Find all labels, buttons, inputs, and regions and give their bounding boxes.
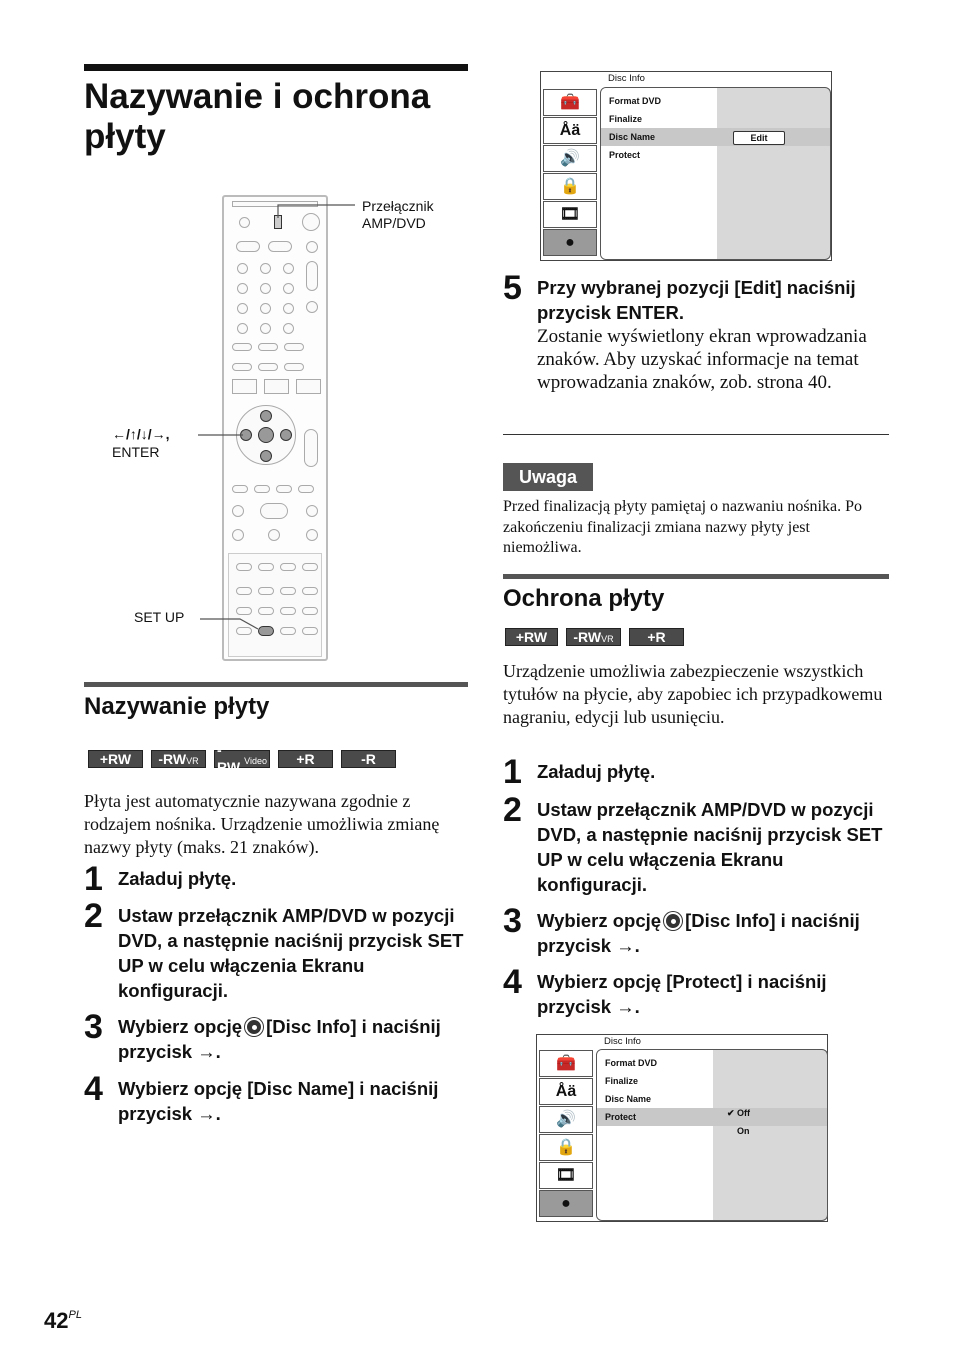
page-number bbox=[44, 1302, 82, 1334]
language-icon[interactable]: Åä bbox=[543, 117, 597, 144]
note-label: Uwaga bbox=[503, 463, 593, 491]
speaker-icon[interactable]: 🔊 bbox=[539, 1106, 593, 1133]
film-icon[interactable]: 🎞 bbox=[543, 201, 597, 228]
film-icon[interactable]: 🎞 bbox=[539, 1162, 593, 1189]
step-text: Wybierz opcję [Disc Name] i naciśnij przycisk →. bbox=[118, 1078, 439, 1124]
step-number: 3 bbox=[84, 1008, 103, 1046]
divider bbox=[503, 434, 889, 435]
note-text: Przed finalizacją płyty pamiętaj o nazwaniu nośnika. Po zakończeniu finalizacji zmiana nazwy płyty jest niemożliwa. bbox=[503, 498, 862, 556]
step-3 bbox=[84, 1008, 468, 1064]
badge-text: -RW bbox=[573, 628, 602, 645]
lock-icon[interactable]: 🔒 bbox=[539, 1134, 593, 1161]
badge bbox=[214, 742, 270, 775]
step-text: Przy wybranej pozycji [Edit] naciśnij przycisk ENTER. bbox=[537, 277, 856, 323]
step-text bbox=[118, 1014, 468, 1064]
intro-text-2: Urządzenie umożliwia zabezpieczenie wszystkich tytułów na płycie, aby zapobiec ich przypadkowemu nagraniu, edycji lub usunięciu. bbox=[503, 661, 883, 727]
step-text: Wybierz opcję [Protect] i naciśnij przycisk →. bbox=[537, 971, 827, 1017]
step-4 bbox=[84, 1070, 468, 1126]
disc-type-badges bbox=[88, 742, 396, 775]
menu-sidebar bbox=[539, 1050, 593, 1217]
step-number: 2 bbox=[84, 897, 103, 935]
badge bbox=[88, 750, 143, 768]
step-1 bbox=[84, 860, 468, 898]
badge-sub: VR bbox=[601, 633, 614, 644]
step-5 bbox=[503, 269, 893, 394]
step-body: Zostanie wyświetlony ekran wprowadzania znaków. Aby uzyskać informacje na temat wprowadzania znaków, zob. strona 40. bbox=[537, 326, 867, 393]
step-4b bbox=[503, 963, 889, 1019]
menu-title: Disc Info bbox=[608, 73, 645, 84]
intro-text: Płyta jest automatycznie nazywana zgodnie z rodzajem nośnika. Urządzenie umożliwia zmianę nazwy płyty (maks. 21 znaków). bbox=[84, 791, 440, 857]
step-text-b: [Disc Info] i naciśnij przycisk →. bbox=[118, 1016, 441, 1062]
menu-item-disc-name[interactable]: Disc Name bbox=[601, 128, 830, 146]
disc-info-menu-2 bbox=[536, 1034, 828, 1222]
menu-title: Disc Info bbox=[604, 1036, 641, 1047]
badge-text: +RW bbox=[99, 750, 132, 767]
badge-text: -RW bbox=[158, 750, 187, 767]
menu-panel bbox=[596, 1049, 828, 1221]
step-number: 4 bbox=[503, 963, 522, 1001]
toolbox-icon[interactable]: 🧰 bbox=[543, 89, 597, 116]
step-text-a: Wybierz opcję bbox=[118, 1016, 243, 1037]
menu-list bbox=[597, 1050, 713, 1220]
badge-text: -RW bbox=[217, 742, 241, 775]
step-text: Ustaw przełącznik AMP/DVD w pozycji DVD, a następnie naciśnij przycisk SET UP w celu włączenia Ekranu konfiguracji. bbox=[537, 799, 883, 895]
language-icon[interactable]: Åä bbox=[539, 1078, 593, 1105]
menu-panel bbox=[600, 87, 831, 260]
menu-item-format-dvd[interactable]: Format DVD bbox=[605, 1058, 658, 1068]
disc-icon bbox=[245, 1018, 263, 1036]
badge bbox=[566, 628, 621, 646]
step-text bbox=[537, 908, 889, 958]
step-2 bbox=[84, 897, 468, 1003]
menu-item-protect[interactable]: Protect bbox=[597, 1108, 827, 1126]
disc-icon[interactable]: ● bbox=[543, 229, 597, 256]
disc-info-menu-1 bbox=[540, 71, 832, 261]
step-text-a: Wybierz opcję bbox=[537, 910, 662, 931]
page-title: Nazywanie i ochrona płyty bbox=[84, 64, 468, 157]
step-5-content bbox=[537, 273, 893, 394]
lock-icon[interactable]: 🔒 bbox=[543, 173, 597, 200]
step-number: 1 bbox=[84, 860, 103, 898]
disc-type-badges-2 bbox=[505, 628, 684, 646]
disc-icon bbox=[664, 912, 682, 930]
badge bbox=[278, 750, 333, 768]
step-number: 2 bbox=[503, 791, 522, 829]
step-number: 1 bbox=[503, 753, 522, 791]
step-number: 3 bbox=[503, 902, 522, 940]
badge bbox=[341, 750, 396, 768]
badge bbox=[629, 628, 684, 646]
switch-label: Przełącznik AMP/DVD bbox=[362, 198, 434, 231]
step-3b bbox=[503, 902, 889, 958]
setup-label: SET UP bbox=[134, 609, 185, 625]
page-lang: PL bbox=[68, 1309, 82, 1321]
menu-item-disc-name[interactable]: Disc Name bbox=[605, 1094, 652, 1104]
option-on[interactable]: On bbox=[737, 1126, 750, 1136]
menu-item-protect[interactable]: Protect bbox=[609, 150, 641, 160]
option-off[interactable]: ✔ Off bbox=[727, 1108, 751, 1118]
step-text-b: [Disc Info] i naciśnij przycisk →. bbox=[537, 910, 860, 956]
toolbox-icon[interactable]: 🧰 bbox=[539, 1050, 593, 1077]
step-number: 4 bbox=[84, 1070, 103, 1108]
step-number: 5 bbox=[503, 269, 522, 307]
step-2b bbox=[503, 791, 889, 897]
badge-sub: VR bbox=[186, 755, 199, 766]
badge bbox=[505, 628, 558, 646]
menu-item-finalize[interactable]: Finalize bbox=[609, 114, 643, 124]
menu-item-format-dvd[interactable]: Format DVD bbox=[609, 96, 662, 106]
menu-list bbox=[601, 88, 717, 259]
badge-text: +RW bbox=[515, 628, 548, 645]
badge-text: +R bbox=[296, 750, 315, 767]
arrows-label: ←/↑/↓/→, bbox=[112, 426, 170, 442]
step-text: Ustaw przełącznik AMP/DVD w pozycji DVD, a następnie naciśnij przycisk SET UP w celu włączenia Ekranu konfiguracji. bbox=[118, 905, 464, 1001]
section-heading-naming: Nazywanie płyty bbox=[84, 682, 468, 721]
step-text: Załaduj płytę. bbox=[118, 868, 237, 889]
speaker-icon[interactable]: 🔊 bbox=[543, 145, 597, 172]
edit-button[interactable]: Edit bbox=[733, 131, 785, 145]
disc-icon[interactable]: ● bbox=[539, 1190, 593, 1217]
menu-sidebar bbox=[543, 89, 597, 256]
step-text: Załaduj płytę. bbox=[537, 761, 656, 782]
badge bbox=[151, 750, 206, 768]
enter-label: ENTER bbox=[112, 444, 160, 460]
menu-item-finalize[interactable]: Finalize bbox=[605, 1076, 639, 1086]
section-heading-protect: Ochrona płyty bbox=[503, 574, 889, 613]
badge-sub: Video bbox=[244, 755, 267, 766]
step-1b bbox=[503, 753, 889, 791]
page-number-value: 42 bbox=[44, 1308, 69, 1333]
badge-text: -R bbox=[361, 750, 376, 767]
badge-text: +R bbox=[647, 628, 666, 645]
